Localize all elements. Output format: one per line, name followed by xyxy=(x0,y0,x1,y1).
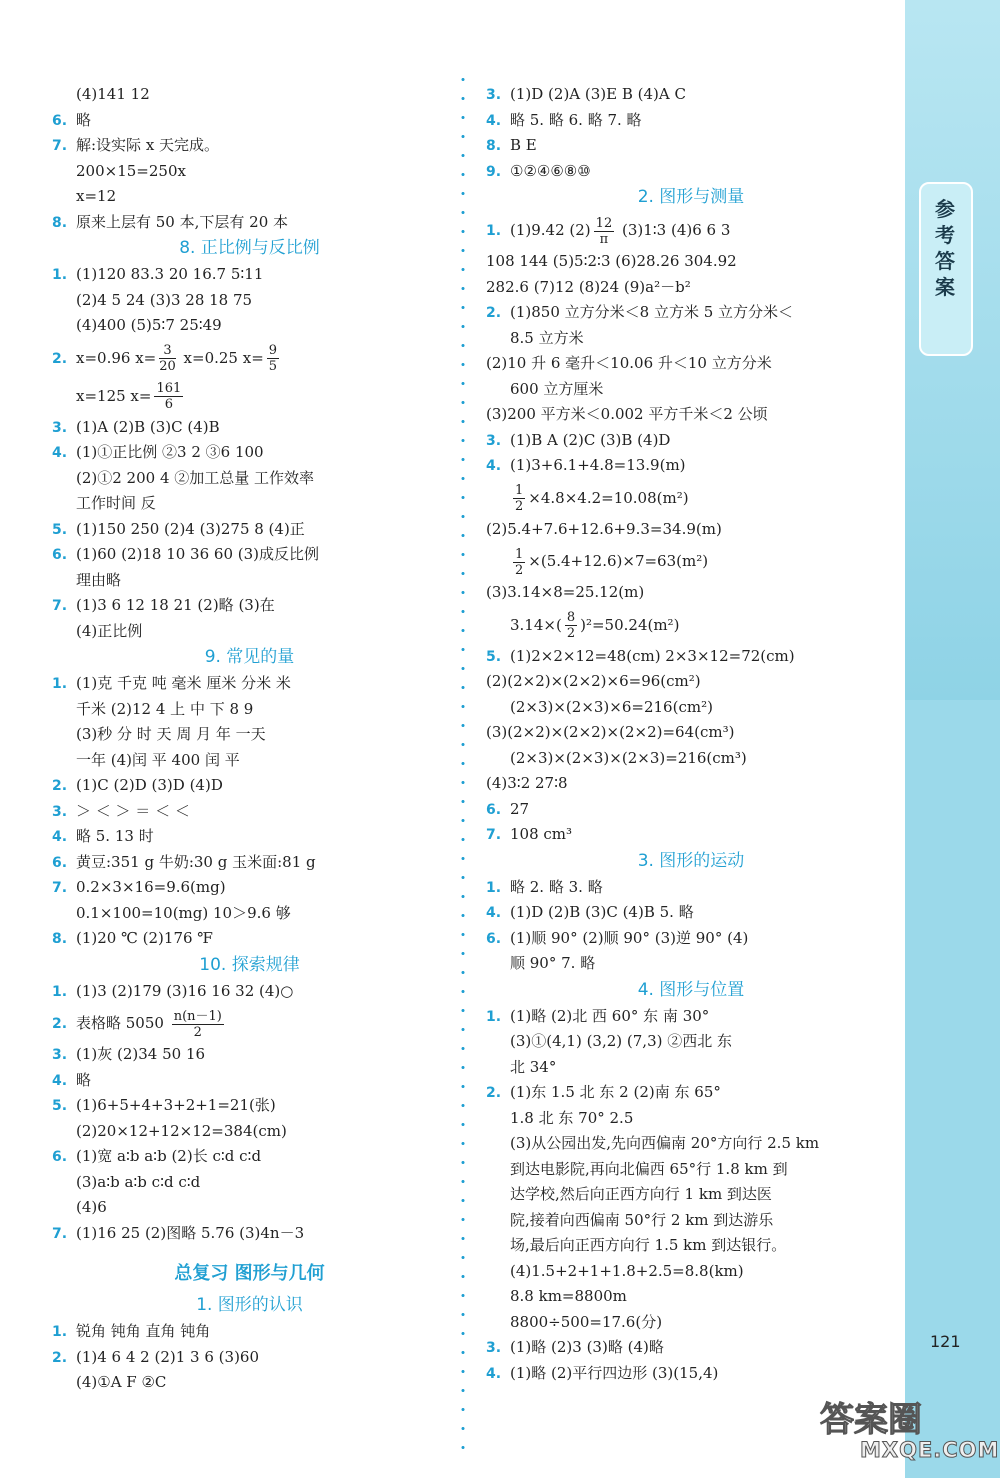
answer-text: 院,接着向西偏南 50°行 2 km 到达游乐 xyxy=(510,1210,774,1229)
answer-line xyxy=(486,771,896,797)
answer-line xyxy=(52,313,447,339)
item-number: 1. xyxy=(52,1324,68,1340)
item-number: 2. xyxy=(52,1349,68,1366)
item-number: 5. xyxy=(52,1098,68,1114)
answer-text: (3)a∶b a∶b c∶d c∶d xyxy=(76,1172,201,1191)
answer-line xyxy=(486,133,896,159)
answer-text: 略 xyxy=(76,1070,92,1089)
item-number: 1. xyxy=(486,879,502,896)
answer-text: 原来上层有 50 本,下层有 20 本 xyxy=(76,212,289,231)
answer-line xyxy=(486,644,896,670)
answer-text: (2×3)×(2×3)×6=216(cm²) xyxy=(510,697,713,716)
answer-text: (1)宽 a∶b a∶b (2)长 c∶d c∶d xyxy=(76,1147,262,1165)
answer-text: (1)4 6 4 2 (2)1 3 6 (3)60 xyxy=(76,1347,260,1366)
answer-text: 表格略 5050 xyxy=(76,1014,169,1032)
answer-text: (1)2×2×12=48(cm) 2×3×12=72(cm) xyxy=(510,646,795,665)
item-number: 3. xyxy=(486,1340,502,1356)
answer-line xyxy=(486,1080,896,1106)
answer-line xyxy=(486,900,896,926)
answer-line xyxy=(486,926,896,952)
answer-line xyxy=(486,1157,896,1183)
answer-text: 27 xyxy=(510,799,530,818)
answer-line xyxy=(52,415,447,441)
item-number: 6. xyxy=(486,930,502,947)
answer-text: 略 5. 略 6. 略 7. 略 xyxy=(510,110,642,129)
answer-line xyxy=(486,669,896,695)
fraction-numerator: 9 xyxy=(268,343,278,358)
answer-text: (1)3 6 12 18 21 (2)略 (3)在 xyxy=(76,596,275,614)
item-number: 1. xyxy=(486,223,502,239)
answer-text: (2)5.4+7.6+12.6+9.3=34.9(m) xyxy=(486,519,722,538)
answer-text: (4)①A F ②C xyxy=(76,1373,167,1391)
answer-line xyxy=(52,824,447,850)
answer-line xyxy=(486,1029,896,1055)
answer-text: (2)①2 200 4 ②加工总量 工作效率 xyxy=(76,468,315,487)
fraction-numerator: 1 xyxy=(515,546,524,562)
item-number: 6. xyxy=(52,854,68,871)
answer-text: (1)3+6.1+4.8=13.9(m) xyxy=(510,456,686,474)
answer-text: (1)略 (2)北 西 60° 东 南 30° xyxy=(510,1006,710,1025)
answer-text: ×(5.4+12.6)×7=63(m²) xyxy=(528,552,709,570)
answer-line xyxy=(486,517,896,543)
answer-text: 达学校,然后向正西方向行 1 km 到达医 xyxy=(510,1185,772,1203)
answer-line xyxy=(52,288,447,314)
item-number: 6. xyxy=(486,801,502,818)
answer-text: 一年 (4)闰 平 400 闰 平 xyxy=(76,750,240,769)
answer-text: (1)120 83.3 20 16.7 5∶11 xyxy=(76,265,264,283)
answer-text: 顺 90° 7. 略 xyxy=(510,954,596,972)
answer-text: x=125 x= xyxy=(76,386,152,405)
answer-line xyxy=(486,951,896,977)
answer-line xyxy=(52,1093,447,1119)
item-number: 3. xyxy=(486,87,502,103)
item-number: 5. xyxy=(52,521,68,538)
answer-line xyxy=(52,1170,447,1196)
item-number: 1. xyxy=(486,1008,502,1025)
answer-line xyxy=(486,542,896,580)
fraction-denominator: π xyxy=(599,231,609,247)
answer-line xyxy=(52,440,447,466)
answer-line xyxy=(486,822,896,848)
fraction xyxy=(154,381,183,412)
answer-line xyxy=(52,1042,447,1068)
answer-text: (1)A (2)B (3)C (4)B xyxy=(76,417,220,436)
answer-text: (3)(2×2)×(2×2)×(2×2)=64(cm³) xyxy=(486,723,735,741)
answer-line xyxy=(52,377,447,415)
item-number: 3. xyxy=(52,1047,68,1063)
answer-text: ＞ ＜ ＞ ＝ ＜ ＜ xyxy=(76,801,190,820)
answer-text: 解:设实际 x 天完成。 xyxy=(76,136,220,154)
section-heading: 8. 正比例与反比例 xyxy=(179,238,320,258)
answer-line xyxy=(486,1361,896,1387)
answer-line xyxy=(52,542,447,568)
answer-text: 1.8 北 东 70° 2.5 xyxy=(510,1108,634,1127)
item-number: 2. xyxy=(52,350,68,367)
item-number: 3. xyxy=(52,803,68,820)
answer-text: (3)200 平方米＜0.002 平方千米＜2 公顷 xyxy=(486,405,768,423)
item-number: 7. xyxy=(486,827,502,843)
answer-text: (1)顺 90° (2)顺 90° (3)逆 90° (4) xyxy=(510,928,749,947)
fraction-denominator: 2 xyxy=(193,1024,202,1040)
answer-line xyxy=(52,1370,447,1396)
watermark-logo xyxy=(812,1392,1000,1472)
item-number: 7. xyxy=(52,880,68,896)
answer-text: 略 5. 13 时 xyxy=(76,827,154,845)
answer-line xyxy=(52,108,447,134)
answer-text: ①②④⑥⑧⑩ xyxy=(510,161,591,180)
item-number: 3. xyxy=(52,419,68,436)
answer-text: (1)9.42 (2) xyxy=(510,221,591,239)
fraction xyxy=(594,216,615,247)
column-divider-dots xyxy=(461,70,465,1460)
answer-line xyxy=(52,875,447,901)
answer-text: (1)D (2)A (3)E B (4)A C xyxy=(510,85,686,103)
item-number: 5. xyxy=(486,648,502,665)
item-number: 4. xyxy=(52,1072,68,1089)
answer-text: (1)16 25 (2)图略 5.76 (3)4n－3 xyxy=(76,1223,305,1242)
answer-text: 8.8 km=8800m xyxy=(510,1287,627,1305)
answer-line xyxy=(486,300,896,326)
answer-text: (3)①(4,1) (3,2) (7,3) ②西北 东 xyxy=(510,1032,732,1050)
answer-text: (2×3)×(2×3)×(2×3)=216(cm³) xyxy=(510,748,747,767)
answer-text: (4)400 (5)5∶7 25∶49 xyxy=(76,316,222,334)
answer-line xyxy=(52,517,447,543)
item-number: 8. xyxy=(52,214,68,231)
fraction-numerator: n(n－1) xyxy=(173,1008,222,1024)
answer-text: (2)4 5 24 (3)3 28 18 75 xyxy=(76,290,253,309)
item-number: 1. xyxy=(52,983,68,1000)
answer-line xyxy=(486,1055,896,1081)
answer-text: 千米 (2)12 4 上 中 下 8 9 xyxy=(76,699,254,718)
item-number: 2. xyxy=(52,1016,68,1032)
answer-line xyxy=(52,722,447,748)
answer-line xyxy=(52,159,447,185)
answer-text: (4)正比例 xyxy=(76,621,143,640)
answer-text: 0.2×3×16=9.6(mg) xyxy=(76,878,226,896)
answer-text: 锐角 钝角 直角 钝角 xyxy=(76,1322,211,1340)
answer-text: B E xyxy=(510,136,537,154)
fraction xyxy=(513,547,525,578)
answer-text: (1)60 (2)18 10 36 60 (3)成反比例 xyxy=(76,545,320,563)
fraction-numerator: 3 xyxy=(159,343,176,359)
answer-line xyxy=(52,1221,447,1247)
answer-line xyxy=(52,697,447,723)
watermark-text: 答案圈 xyxy=(820,1400,922,1440)
answer-line xyxy=(52,773,447,799)
item-number: 1. xyxy=(52,267,68,283)
answer-line xyxy=(486,797,896,823)
answer-line xyxy=(52,82,447,108)
answer-text: )²=50.24(m²) xyxy=(580,615,680,634)
answer-text: (1)3 (2)179 (3)16 16 32 (4)○ xyxy=(76,981,294,1000)
item-number: 2. xyxy=(52,778,68,794)
answer-text: (1)20 ℃ (2)176 ℉ xyxy=(76,929,214,947)
section-heading: 2. 图形与测量 xyxy=(637,187,745,207)
answer-text: 200×15=250x xyxy=(76,161,186,180)
answer-text: 3.14×( xyxy=(510,615,562,634)
item-number: 7. xyxy=(52,598,68,614)
answer-line xyxy=(486,1182,896,1208)
answer-text: 到达电影院,再向北偏西 65°行 1.8 km 到 xyxy=(510,1159,788,1178)
answer-text: (3)1∶3 (4)6 6 3 xyxy=(617,221,731,239)
fraction-denominator: 2 xyxy=(515,499,524,514)
fraction xyxy=(159,343,176,374)
answer-line xyxy=(486,211,896,249)
answer-line xyxy=(52,1068,447,1094)
answer-line xyxy=(486,428,896,454)
fraction xyxy=(172,1009,224,1040)
answer-text: x=0.96 x= xyxy=(76,348,157,367)
answer-line xyxy=(486,479,896,517)
page-number: 121 xyxy=(930,1332,961,1351)
right-answer-column xyxy=(486,82,896,1386)
item-number: 9. xyxy=(486,163,502,180)
section-heading: 10. 探索规律 xyxy=(199,954,300,975)
answer-text: (3)秒 分 时 天 周 月 年 一天 xyxy=(76,725,266,743)
fraction-denominator: 5 xyxy=(268,359,278,374)
answer-line xyxy=(52,133,447,159)
item-number: 4. xyxy=(52,829,68,845)
answer-text: (1)D (2)B (3)C (4)B 5. 略 xyxy=(510,903,694,921)
item-number: 4. xyxy=(486,1365,502,1382)
answer-line xyxy=(486,1259,896,1285)
answer-line xyxy=(52,850,447,876)
answer-text: 场,最后向正西方向行 1.5 km 到达银行。 xyxy=(510,1236,787,1254)
answer-line xyxy=(486,720,896,746)
answer-text: 北 34° xyxy=(510,1057,557,1076)
answer-text: (2)20×12+12×12=384(cm) xyxy=(76,1121,287,1140)
side-tab xyxy=(905,0,1000,1478)
answer-text: (1)B A (2)C (3)B (4)D xyxy=(510,430,671,449)
answer-line xyxy=(52,262,447,288)
answer-line xyxy=(486,746,896,772)
answer-text: 理由略 xyxy=(76,570,122,589)
section-heading: 1. 图形的认识 xyxy=(196,1295,303,1315)
item-number: 4. xyxy=(486,458,502,474)
answer-line xyxy=(52,339,447,377)
fraction-denominator: 2 xyxy=(566,626,576,641)
answer-line xyxy=(486,1310,896,1336)
item-number: 2. xyxy=(486,305,502,321)
answer-text: 600 立方厘米 xyxy=(510,379,604,398)
fraction-numerator: 1 xyxy=(515,483,524,498)
answer-text: (4)141 12 xyxy=(76,85,150,103)
answer-line xyxy=(52,1119,447,1145)
answer-text: (4)1.5+2+1+1.8+2.5=8.8(km) xyxy=(510,1261,744,1280)
answer-line xyxy=(52,210,447,236)
item-number: 7. xyxy=(52,138,68,154)
answer-text: ×4.8×4.2=10.08(m²) xyxy=(528,488,689,507)
answer-line xyxy=(486,326,896,352)
answer-line xyxy=(52,619,447,645)
answer-text: 0.1×100=10(mg) 10＞9.6 够 xyxy=(76,903,291,922)
answer-line xyxy=(486,1004,896,1030)
answer-line xyxy=(486,351,896,377)
answer-line xyxy=(486,1106,896,1132)
answer-line xyxy=(486,159,896,185)
answer-line xyxy=(486,377,896,403)
item-number: 4. xyxy=(486,905,502,921)
answer-text: (1)灰 (2)34 50 16 xyxy=(76,1045,206,1063)
answer-line xyxy=(52,1144,447,1170)
item-number: 1. xyxy=(52,676,68,692)
answer-text: 黄豆:351 g 牛奶:30 g 玉米面:81 g xyxy=(76,852,316,871)
item-number: 6. xyxy=(52,1149,68,1165)
answer-line xyxy=(52,466,447,492)
answer-text: (4)6 xyxy=(76,1198,107,1216)
answer-line xyxy=(486,82,896,108)
answer-text: 略 xyxy=(76,110,92,129)
item-number: 7. xyxy=(52,1225,68,1242)
item-number: 3. xyxy=(486,432,502,449)
answer-line xyxy=(52,979,447,1005)
answer-line xyxy=(486,1208,896,1234)
answer-line xyxy=(486,453,896,479)
answer-line xyxy=(486,1233,896,1259)
answer-line xyxy=(486,695,896,721)
fraction-denominator: 20 xyxy=(159,359,176,374)
answer-line xyxy=(486,606,896,644)
answer-line xyxy=(486,402,896,428)
answer-text: (1)850 立方分米＜8 立方米 5 立方分米＜ xyxy=(510,303,794,321)
answer-line xyxy=(486,1335,896,1361)
fraction-denominator: 2 xyxy=(515,562,524,578)
section-heading: 4. 图形与位置 xyxy=(637,979,745,1000)
answer-line xyxy=(486,580,896,606)
answer-line xyxy=(486,1284,896,1310)
answer-text: (2)10 升 6 毫升＜10.06 升＜10 立方分米 xyxy=(486,354,772,372)
answer-text: (4)3∶2 27∶8 xyxy=(486,774,568,792)
item-number: 4. xyxy=(52,445,68,461)
answer-text: (1)①正比例 ②3 2 ③6 100 xyxy=(76,443,264,461)
fraction-numerator: 12 xyxy=(595,215,613,231)
answer-text: 282.6 (7)12 (8)24 (9)a²－b² xyxy=(486,277,691,296)
answer-text: x=12 xyxy=(76,187,117,205)
answer-text: 工作时间 反 xyxy=(76,494,156,512)
fraction xyxy=(513,483,525,514)
side-tab-title: 参考答案 xyxy=(935,197,955,299)
answer-line xyxy=(52,1319,447,1345)
answer-line xyxy=(486,108,896,134)
answer-text: (2)(2×2)×(2×2)×6=96(cm²) xyxy=(486,672,701,690)
answer-line xyxy=(486,875,896,901)
item-number: 2. xyxy=(486,1085,502,1101)
answer-text: 8.5 立方米 xyxy=(510,328,584,347)
answer-text: (1)6+5+4+3+2+1=21(张) xyxy=(76,1096,276,1114)
answer-text: 略 2. 略 3. 略 xyxy=(510,877,603,896)
fraction xyxy=(565,610,577,641)
item-number: 4. xyxy=(486,112,502,129)
section-heading: 9. 常见的量 xyxy=(204,647,295,667)
answer-line xyxy=(52,748,447,774)
item-number: 8. xyxy=(52,931,68,947)
answer-line xyxy=(52,1195,447,1221)
answer-text: (3)从公园出发,先向西偏南 20°方向行 2.5 km xyxy=(510,1134,820,1152)
answer-line xyxy=(52,901,447,927)
answer-line xyxy=(52,799,447,825)
answer-text: (1)略 (2)3 (3)略 (4)略 xyxy=(510,1338,664,1356)
answer-text: (1)克 千克 吨 毫米 厘米 分米 米 xyxy=(76,674,291,692)
answer-line xyxy=(52,184,447,210)
answer-line xyxy=(52,926,447,952)
section-heading: 3. 图形的运动 xyxy=(637,850,745,871)
answer-text: 108 144 (5)5∶2∶3 (6)28.26 304.92 xyxy=(486,252,737,270)
answer-text: (1)150 250 (2)4 (3)275 8 (4)正 xyxy=(76,519,305,538)
answer-line xyxy=(52,1345,447,1371)
answer-line xyxy=(52,568,447,594)
answer-text: 108 cm³ xyxy=(510,825,573,843)
answer-line xyxy=(486,1131,896,1157)
item-number: 8. xyxy=(486,138,502,154)
fraction-denominator: 6 xyxy=(164,397,174,412)
answer-text: (3)3.14×8=25.12(m) xyxy=(486,583,645,601)
fraction-numerator: 8 xyxy=(566,610,576,625)
answer-line xyxy=(52,671,447,697)
watermark-url: MXQE.COM xyxy=(860,1438,1000,1462)
section-heading: 总复习 图形与几何 xyxy=(174,1263,325,1284)
answer-text: (1)略 (2)平行四边形 (3)(15,4) xyxy=(510,1363,719,1382)
item-number: 6. xyxy=(52,547,68,563)
item-number: 6. xyxy=(52,112,68,129)
answer-line xyxy=(486,249,896,275)
fraction-numerator: 161 xyxy=(156,381,182,396)
answer-line xyxy=(486,275,896,301)
answer-text: (1)C (2)D (3)D (4)D xyxy=(76,776,223,794)
answer-line xyxy=(52,491,447,517)
answer-text: 8800÷500=17.6(分) xyxy=(510,1312,663,1331)
answer-line xyxy=(52,1004,447,1042)
fraction xyxy=(267,343,279,374)
answer-line xyxy=(52,593,447,619)
left-answer-column xyxy=(52,82,447,1396)
answer-text: x=0.25 x= xyxy=(178,348,264,367)
answer-text: (1)东 1.5 北 东 2 (2)南 东 65° xyxy=(510,1083,721,1101)
